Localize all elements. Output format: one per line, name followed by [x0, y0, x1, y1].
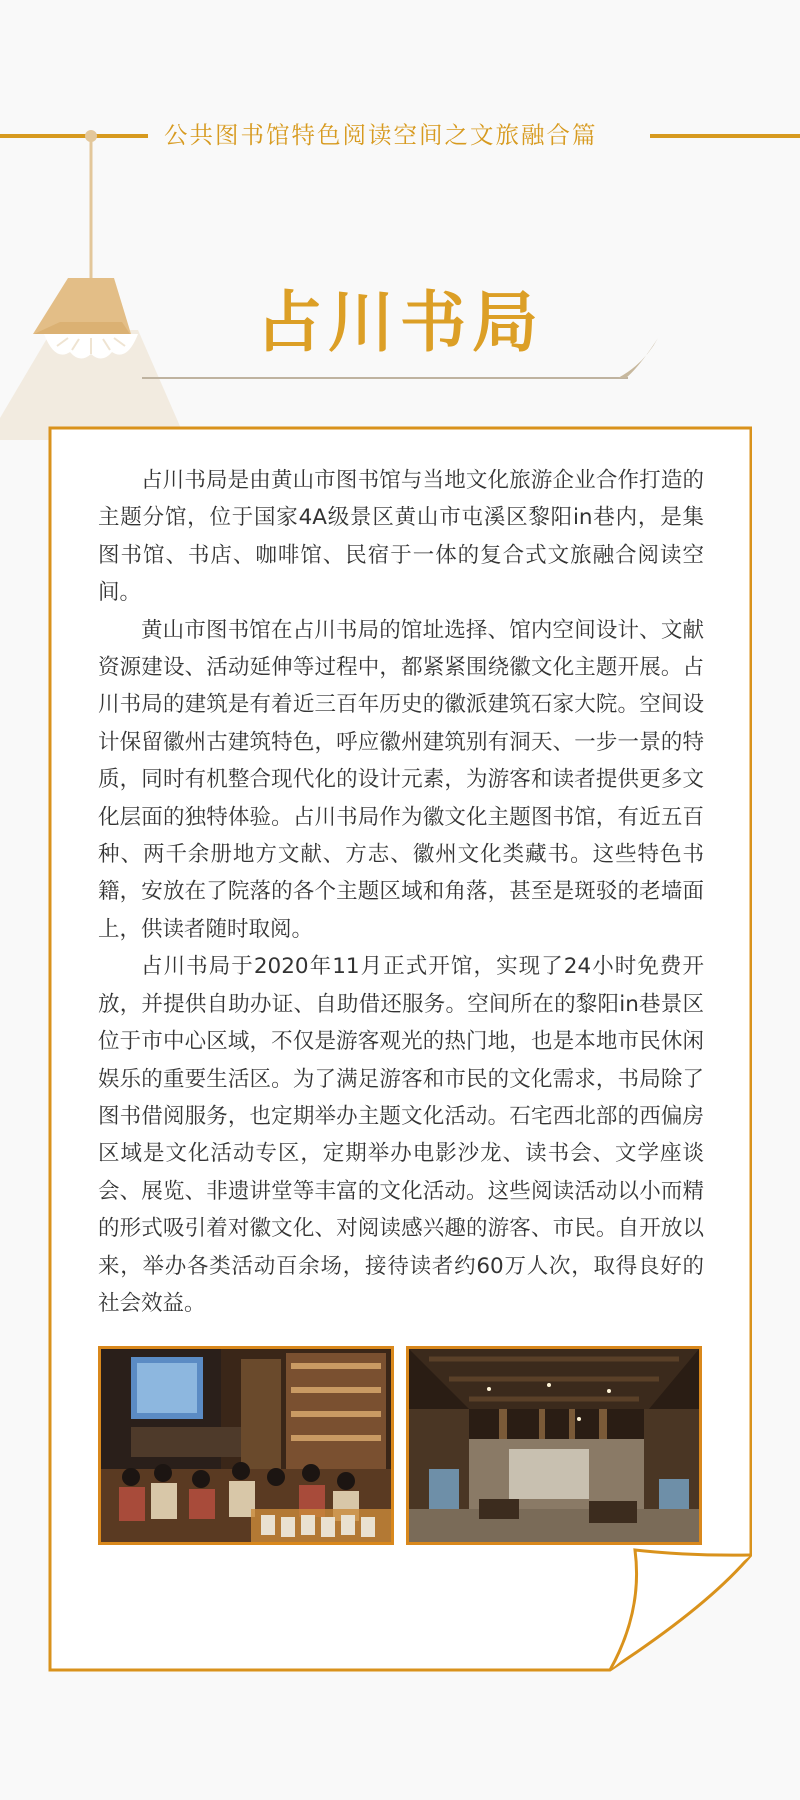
title-underline [140, 336, 660, 380]
header-rule-right [650, 134, 800, 138]
paragraph-1: 占川书局是由黄山市图书馆与当地文化旅游企业合作打造的主题分馆，位于国家4A级景区黄山市屯溪区黎阳in巷内，是集图书馆、书店、咖啡馆、民宿于一体的复合式文旅融合阅读空间。 [98, 468, 704, 606]
photo-interior-hall [406, 1346, 702, 1545]
paragraph-3: 占川书局于2020年11月正式开馆，实现了24小时免费开放，并提供自助办证、自助借还服务。空间所在的黎阳in巷景区位于市中心区域，不仅是游客观光的热门地，也是本地市民休闲娱乐的重要生活区。为了满足游客和市民的文化需求，书局除了图书借阅服务，也定期举办主题文化活动。石宅西北部的西偏房区域是文化活动专区，定期举办电影沙龙、读书会、文学座谈会、展览、非遗讲堂等丰富的文化活动。这些阅读活动以小而精的形式吸引着对徽文化、对阅读感兴趣的游客、市民。自开放以来，举办各类活动百余场，接待读者约60万人次，取得良好的社会效益。 [98, 954, 704, 1316]
photo-reading-event [98, 1346, 394, 1545]
series-title: 公共图书馆特色阅读空间之文旅融合篇 [164, 121, 598, 149]
page-title: 占川书局 [256, 284, 544, 361]
article-body [98, 462, 704, 1322]
paragraph-2: 黄山市图书馆在占川书局的馆址选择、馆内空间设计、文献资源建设、活动延伸等过程中，都紧紧围绕徽文化主题开展。占川书局的建筑是有着近三百年历史的徽派建筑石家大院。空间设计保留徽州古建筑特色，呼应徽州建筑别有洞天、一步一景的特质，同时有机整合现代化的设计元素，为游客和读者提供更多文化层面的独特体验。占川书局作为徽文化主题图书馆，有近五百种、两千余册地方文献、方志、徽州文化类藏书。这些特色书籍，安放在了院落的各个主题区域和角落，甚至是斑驳的老墙面上，供读者随时取阅。 [98, 617, 704, 942]
